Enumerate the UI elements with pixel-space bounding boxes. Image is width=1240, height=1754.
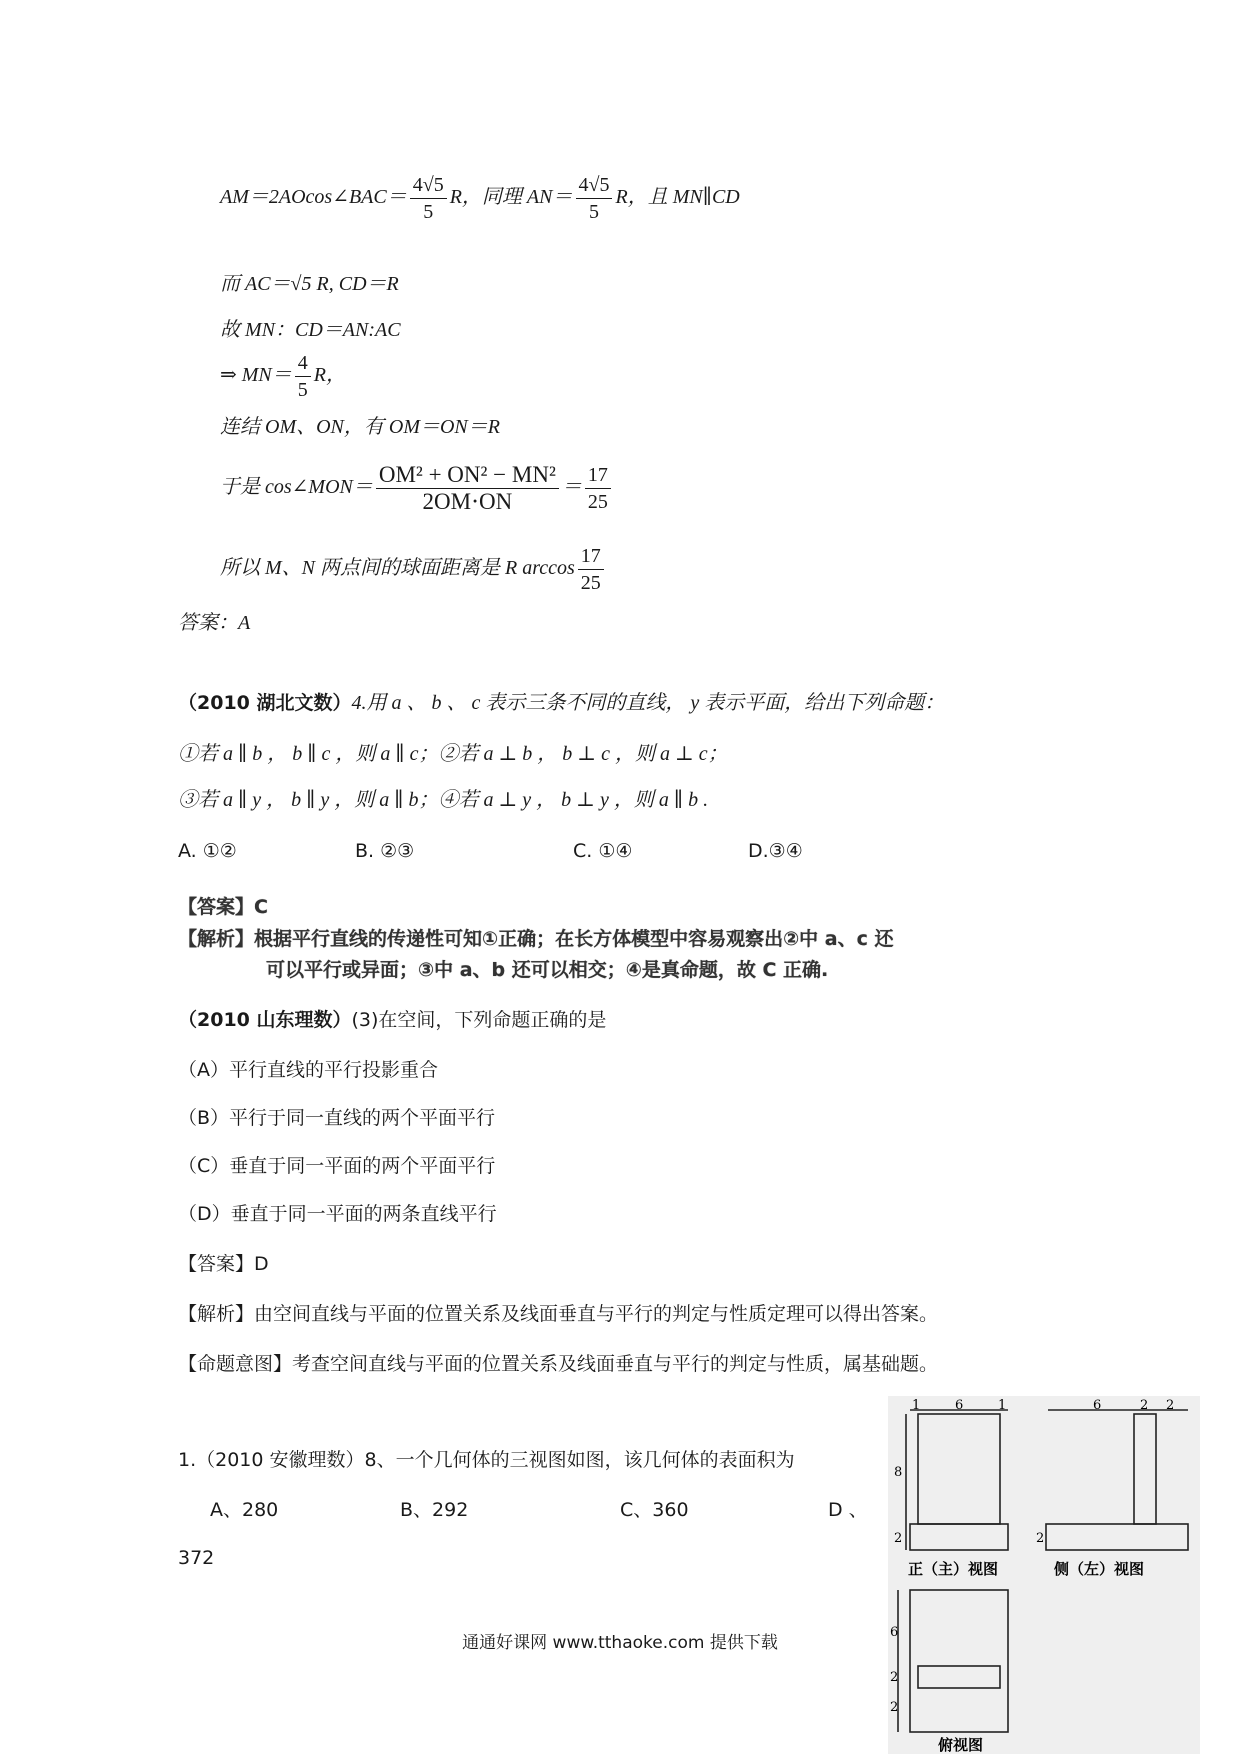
fraction: $\frac{4}{5}$ — [295, 350, 311, 403]
option-b: B. ②③ — [355, 840, 415, 862]
shandong-option-d: （D）垂直于同一平面的两条直线平行 — [178, 1203, 497, 1225]
solution-line-4: ⇒ MN＝ $\frac{4}{5}$ R， — [220, 352, 346, 401]
option-c: C. ①④ — [573, 840, 633, 862]
hubei-question-stem: （2010 湖北文数）4.用 a 、 b 、 c 表示三条不同的直线， y 表示平面，给出下列命题： — [178, 692, 945, 714]
front-view-label: 正（主）视图 — [908, 1560, 999, 1578]
anhui-question-stem: 1.（2010 安徽理数）8、一个几何体的三视图如图，该几何体的表面积为 — [178, 1449, 795, 1471]
footer: 通通好课网 www.tthaoke.com 提供下载 — [462, 1633, 778, 1653]
solution-line-7: 所以 M、N 两点间的球面距离是 R arccos $\frac{17}{25}$ — [220, 543, 607, 596]
dim-t6: 6 — [890, 1625, 899, 1640]
anhui-option-d: D 、 — [828, 1499, 868, 1521]
hubei-proposition-2: ③若 a ∥ y ， b ∥ y ，则 a ∥ b；④若 a ⊥ y ， b ⊥ y ，则 a ∥ b . — [178, 789, 709, 811]
shandong-intent: 【命题意图】考查空间直线与平面的位置关系及线面垂直与平行的判定与性质，属基础题。 — [178, 1353, 939, 1375]
anhui-option-c: C、360 — [620, 1499, 689, 1521]
option-d: D.③④ — [748, 840, 803, 862]
side-view-label: 侧（左）视图 — [1054, 1560, 1145, 1578]
dim-s2: 2 — [1036, 1531, 1045, 1546]
fraction: $\frac{4√5}{5}$ — [576, 172, 613, 225]
dim-t2a: 2 — [890, 1670, 899, 1685]
fraction: $\frac{4√5}{5}$ — [410, 172, 447, 225]
anhui-option-b: B、292 — [400, 1499, 469, 1521]
dim-t2b: 2 — [890, 1700, 899, 1715]
dim-a: 1 — [912, 1398, 921, 1413]
shandong-analysis: 【解析】由空间直线与平面的位置关系及线面垂直与平行的判定与性质定理可以得出答案。 — [178, 1303, 939, 1325]
dim-h2: 2 — [894, 1531, 903, 1546]
shandong-option-b: （B）平行于同一直线的两个平面平行 — [178, 1107, 496, 1129]
hubei-analysis-line-2: 可以平行或异面；③中 a、b 还可以相交；④是真命题，故 C 正确. — [266, 959, 829, 981]
shandong-option-a: （A）平行直线的平行投影重合 — [178, 1059, 438, 1081]
shandong-option-c: （C）垂直于同一平面的两个平面平行 — [178, 1155, 496, 1177]
hubei-analysis-line-1: 【解析】根据平行直线的传递性可知①正确；在长方体模型中容易观察出②中 a、c 还 — [178, 928, 894, 950]
solution-line-1: AM＝2AOcos∠BAC＝ $\frac{4√5}{5}$ R，同理 AN＝ $\frac{4√5}{5}$ R，且 MN∥CD — [220, 174, 740, 223]
fraction: $\frac{\text{OM² + ON² − MN²}}{2OM\cdot ON}$ — [376, 462, 559, 515]
three-view-figure — [888, 1396, 1200, 1754]
solution-line-6: 于是 cos∠MON＝ $\frac{\text{OM² + ON² − MN²}}{2OM\cdot ON}$ ＝ $\frac{17}{25}$ — [220, 462, 614, 515]
answer-line: 答案：A — [178, 612, 251, 634]
dim-f: 2 — [1166, 1398, 1175, 1413]
solution-line-5: 连结 OM、ON，有 OM＝ON＝R — [220, 416, 500, 438]
anhui-option-d-value: 372 — [178, 1547, 215, 1569]
anhui-option-a: A、280 — [210, 1499, 279, 1521]
solution-line-3: 故 MN：CD＝AN:AC — [220, 319, 401, 341]
shandong-question-stem: （2010 山东理数）(3)在空间，下列命题正确的是 — [178, 1009, 607, 1031]
hubei-proposition-1: ①若 a ∥ b ， b ∥ c ，则 a ∥ c；②若 a ⊥ b ， b ⊥ c ，则 a ⊥ c； — [178, 743, 728, 765]
dim-b: 6 — [955, 1398, 964, 1413]
solution-line-2: 而 AC＝√5 R, CD＝R — [220, 273, 399, 295]
fraction: $\frac{17}{25}$ — [585, 462, 611, 515]
shandong-answer: 【答案】D — [178, 1253, 269, 1275]
fraction: $\frac{17}{25}$ — [578, 543, 604, 596]
dim-d: 6 — [1093, 1398, 1102, 1413]
option-a: A. ①② — [178, 840, 237, 862]
dim-c: 1 — [998, 1398, 1007, 1413]
hubei-answer: 【答案】C — [178, 896, 268, 918]
top-view-label: 俯视图 — [938, 1736, 984, 1754]
dim-h8: 8 — [894, 1465, 903, 1480]
dim-e: 2 — [1140, 1398, 1149, 1413]
